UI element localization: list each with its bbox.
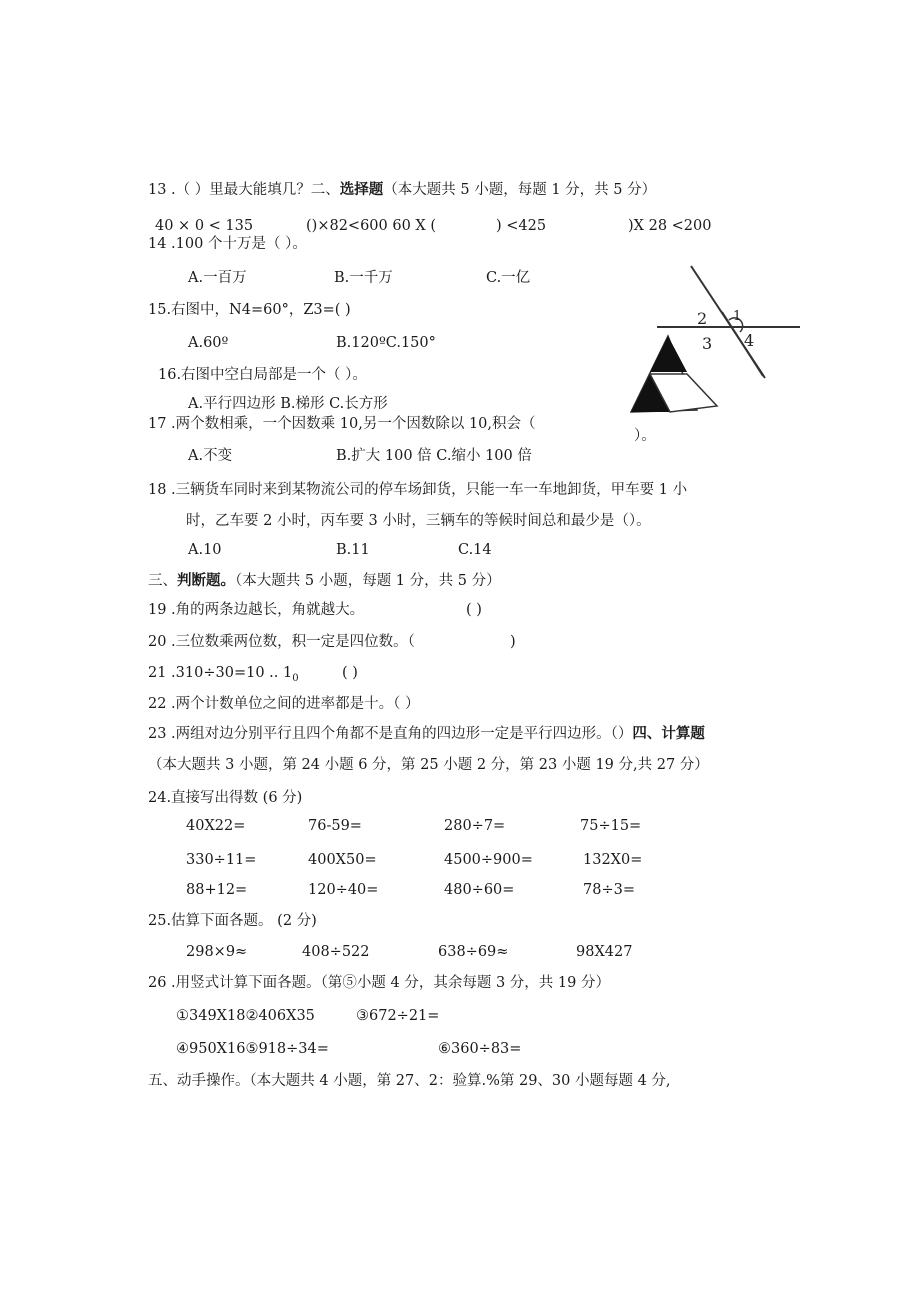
q24-cell: 4500÷900= [444, 852, 533, 868]
q15-option-bc: B.120ºC.150° [336, 335, 436, 351]
shape-top-triangle [650, 336, 687, 372]
q13-line [148, 180, 656, 200]
angle-label-4: 4 [744, 331, 755, 350]
section4-info: （本大题共 3 小题，第 24 小题 6 分，第 25 小题 2 分，第 23 小题 19 分,共 27 分） [148, 757, 709, 773]
q24-cell: 330÷11= [186, 852, 257, 868]
q14-option-b: B.一千万 [334, 270, 393, 286]
q17-tail: ）。 [634, 428, 656, 444]
q18-line2: 时，乙车要 2 小时，丙车要 3 小时，三辆车的等候时间总和最少是（）。 [186, 513, 651, 529]
q16-stem: 16.右图中空白局部是一个（ ）。 [158, 367, 367, 383]
q25-item: 408÷522 [302, 944, 370, 960]
q17-option-a: A.不变 [188, 448, 233, 464]
section3-label: 三、 [148, 573, 177, 589]
q24-stem: 24.直接写出得数 (6 分) [148, 790, 303, 806]
angle-label-3: 3 [702, 334, 713, 353]
q24-cell: 88+12= [186, 882, 248, 898]
angle-label-1: 1 [733, 309, 742, 324]
q26-row2-a: ④950X16⑤918÷34= [176, 1041, 329, 1057]
q18-option-b: B.11 [336, 542, 370, 558]
q21-line [148, 663, 299, 689]
section3-title: 判断题。 [177, 572, 235, 589]
q13-stem: 13 .（ ）里最大能填几？二、 [148, 182, 340, 198]
q22-stem: 22 .两个计数单位之间的进率都是十。（ ） [148, 696, 420, 712]
q21-paren: ( ) [342, 665, 358, 681]
q23-stem: 23 .两组对边分别平行且四个角都不是直角的四边形一定是平行四边形。（） [148, 726, 633, 742]
q25-stem: 25.估算下面各题。 (2 分) [148, 913, 317, 929]
q14-stem: 14 .100 个十万是（ ）。 [148, 236, 307, 252]
q24-cell: 40X22= [186, 818, 246, 834]
q26-row1-b: ③672÷21= [356, 1008, 440, 1024]
section2-info: （本大题共 5 小题，每题 1 分，共 5 分） [383, 182, 657, 198]
q24-cell: 132X0= [583, 852, 643, 868]
q25-item: 298×9≈ [186, 944, 248, 960]
q18-option-c: C.14 [458, 542, 492, 558]
q17-option-bc: B.扩大 100 倍 C.缩小 100 倍 [336, 448, 532, 464]
section2-title: 选择题 [339, 181, 384, 198]
q20-paren: ) [510, 634, 516, 650]
shape-figure [625, 330, 725, 415]
q26-stem: 26 .用竖式计算下面各题。（第⑤小题 4 分，其余每题 3 分，共 19 分） [148, 975, 610, 991]
q13-item-c: ) <425 [496, 218, 547, 234]
q15-option-a: A.60º [188, 335, 229, 351]
q24-cell: 76-59= [308, 818, 362, 834]
q18-line1: 18 .三辆货车同时来到某物流公司的停车场卸货，只能一车一车地卸货，甲车要 1 小 [148, 482, 688, 498]
section5-heading: 五、动手操作。（本大题共 4 小题，第 27、2：验算.%第 29、30 小题每题 4 分, [148, 1073, 671, 1089]
q13-item-d: )X 28 <200 [628, 218, 712, 234]
q19-paren: ( ) [466, 602, 482, 618]
q24-cell: 120÷40= [308, 882, 379, 898]
q14-option-a: A.一百万 [188, 270, 247, 286]
q24-cell: 480÷60= [444, 882, 515, 898]
q25-item: 98X427 [576, 944, 633, 960]
section3-info: （本大题共 5 小题，每题 1 分，共 5 分） [235, 573, 501, 589]
q13-item-b: ()×82<600 60 X ( [306, 218, 436, 234]
q17-stem: 17 .两个数相乘，一个因数乘 10,另一个因数除以 10,积会（ [148, 416, 536, 432]
q18-option-a: A.10 [188, 542, 222, 558]
q24-cell: 280÷7= [444, 818, 506, 834]
q16-options: A.平行四边形 B.梯形 C.长方形 [188, 396, 388, 412]
q26-row1-a: ①349X18②406X35 [176, 1008, 315, 1024]
q26-row2-b: ⑥360÷83= [438, 1041, 522, 1057]
q20-stem: 20 .三位数乘两位数，积一定是四位数。（ [148, 634, 415, 650]
q19-stem: 19 .角的两条边越长，角就越大。 [148, 602, 365, 618]
angle-label-2: 2 [697, 309, 708, 328]
section3-heading [148, 571, 501, 591]
q24-cell: 78÷3= [583, 882, 635, 898]
q15-stem: 15.右图中，N4=60°，Z3=( ) [148, 302, 351, 318]
q24-cell: 400X50= [308, 852, 377, 868]
q23-line [148, 724, 705, 744]
q25-item: 638÷69≈ [438, 944, 509, 960]
q21-subscript: 0 [292, 672, 299, 684]
q24-cell: 75÷15= [580, 818, 642, 834]
q14-option-c: C.一亿 [486, 270, 531, 286]
section4-title: 四、计算题 [632, 725, 705, 742]
q21-stem: 21 .310÷30=10 .. 1 [148, 665, 293, 681]
angle-figure-slanted-line-2 [722, 312, 763, 376]
q13-item-a: 40 × 0 < 135 [155, 218, 254, 234]
